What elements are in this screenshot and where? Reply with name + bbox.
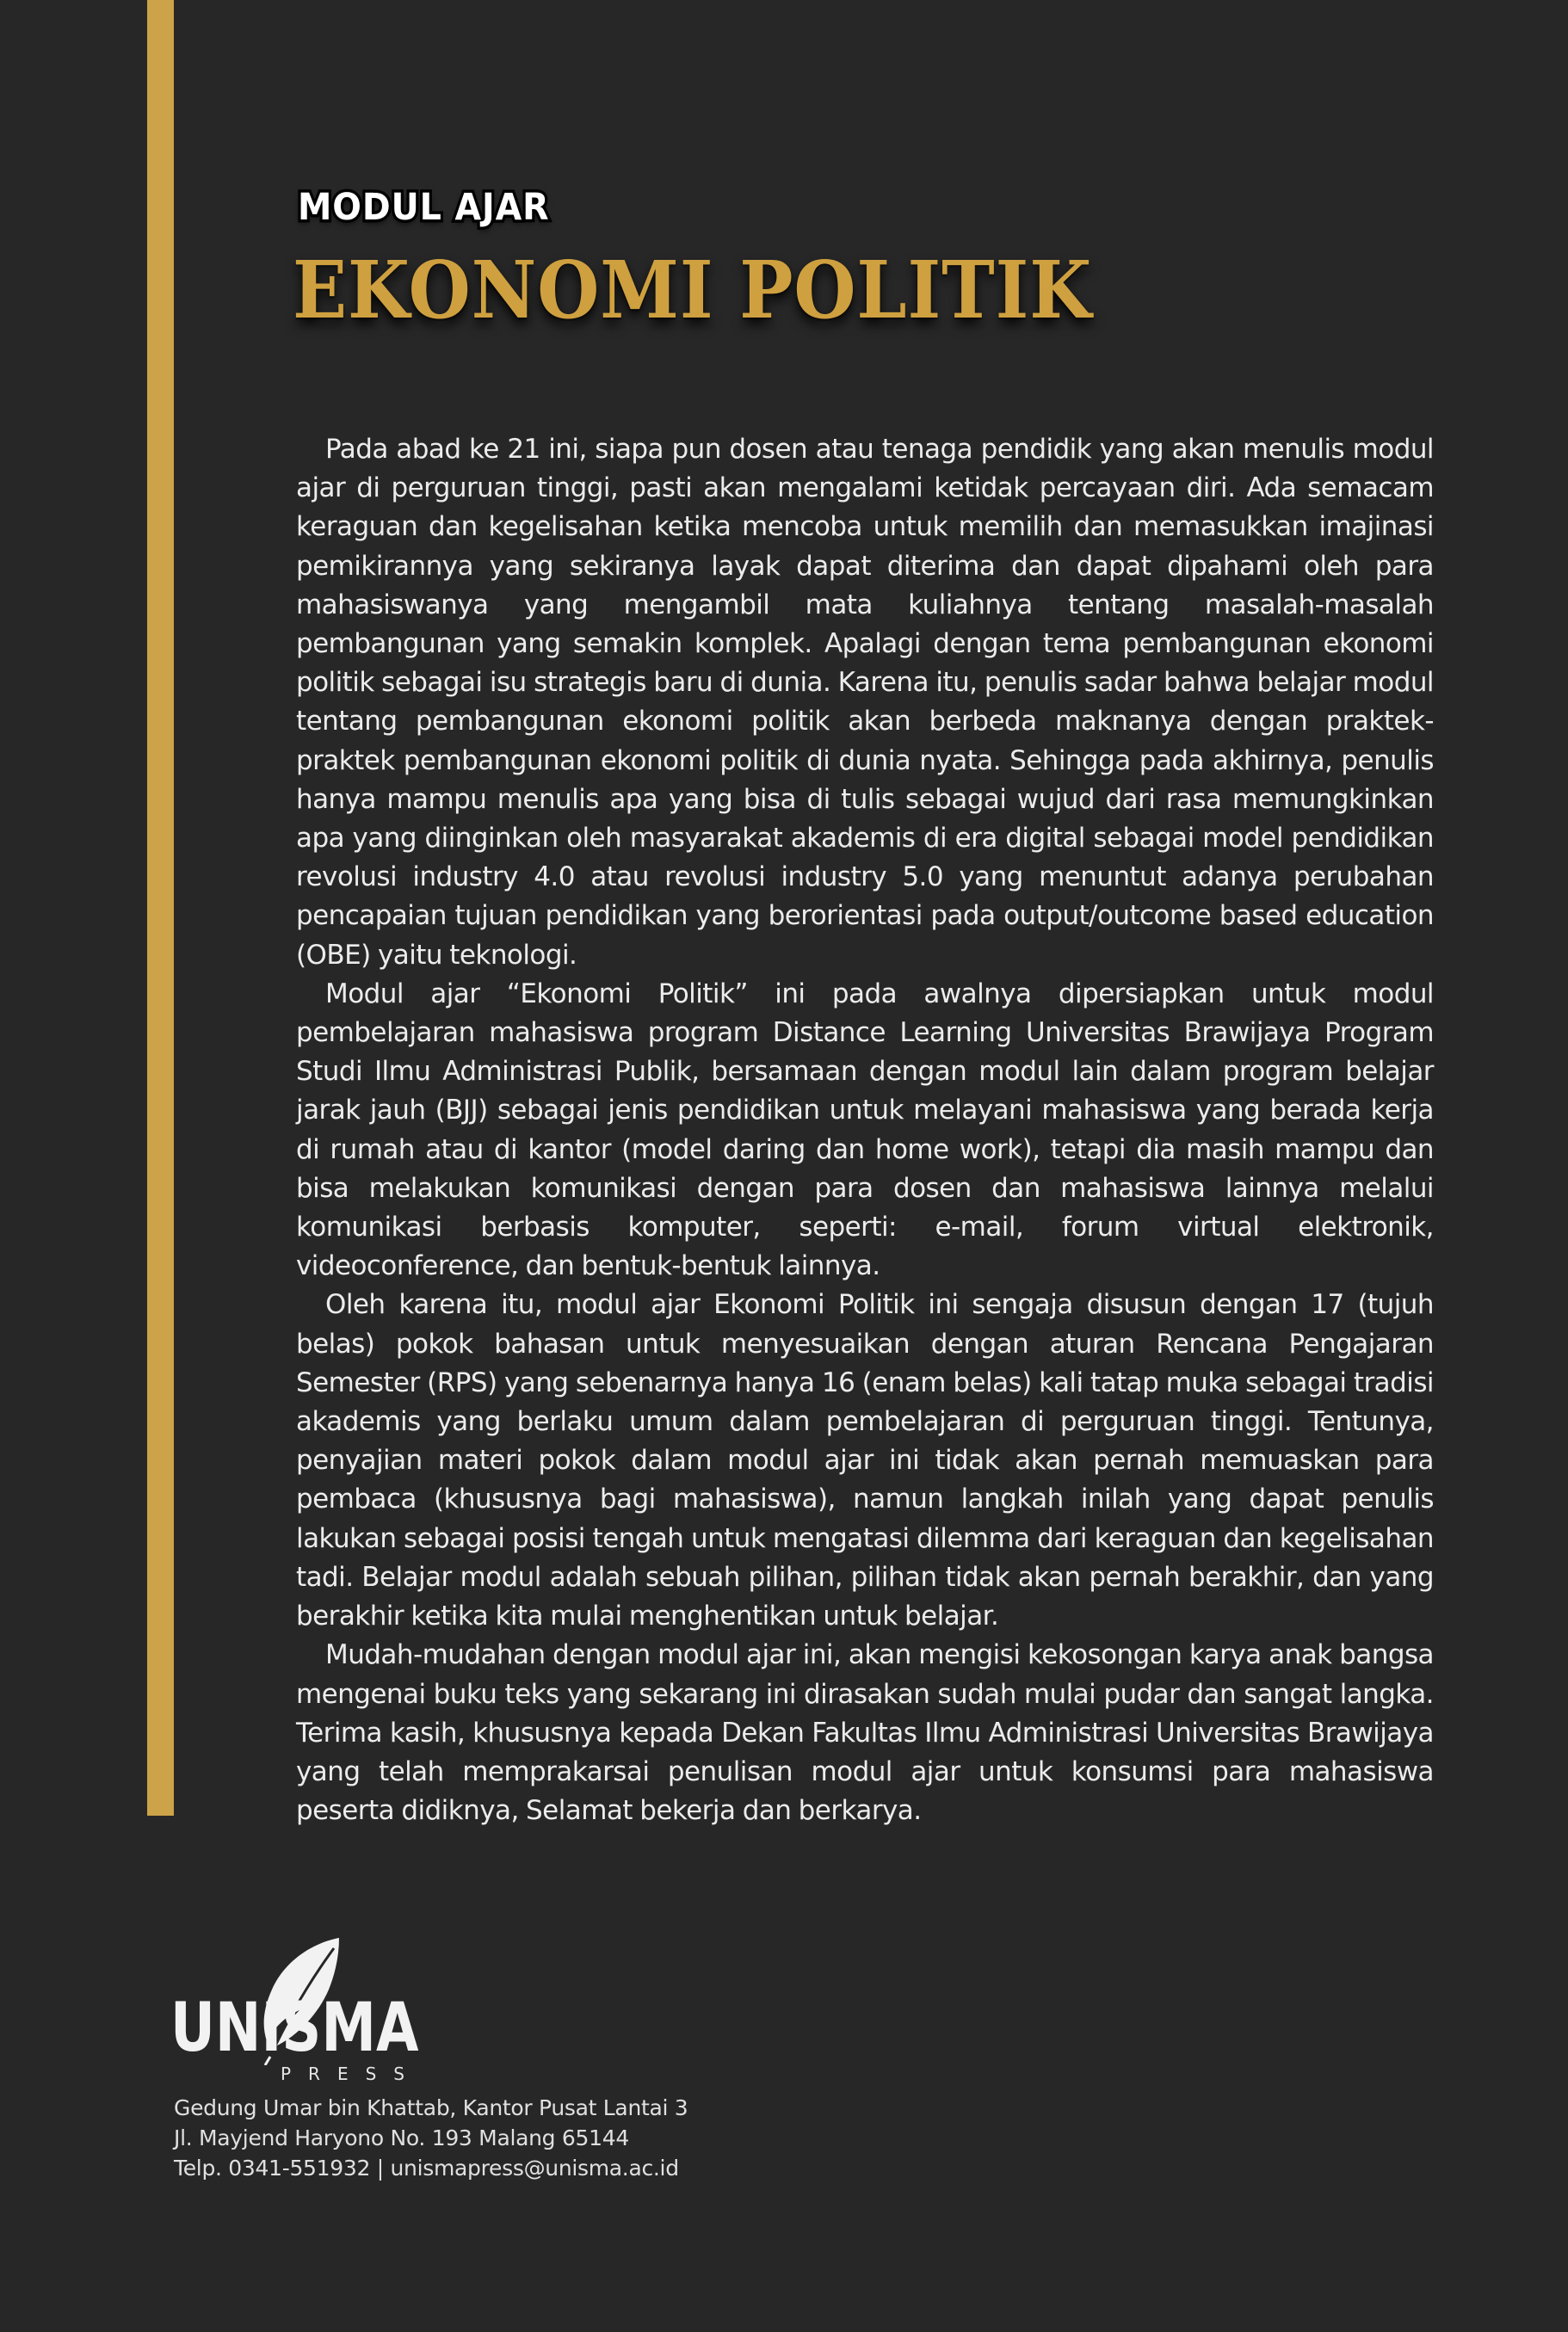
synopsis xyxy=(296,430,1434,1830)
publisher-logo xyxy=(170,1936,446,2082)
contact-line: Telp. 0341-551932 | unismapress@unisma.ac.id xyxy=(174,2156,679,2181)
synopsis-paragraph: Oleh karena itu, modul ajar Ekonomi Politik ini sengaja disusun dengan 17 (tujuh belas) pokok bahasan untuk menyesuaikan dengan aturan Rencana Pengajaran Semester (RPS) yang sebenarnya hanya 16 (enam belas) kali tatap muka sebagai tradisi akademis yang berlaku umum dalam pembelajaran di perguruan tinggi. Tentunya, penyajian materi pokok dalam modul ajar ini tidak akan pernah memuaskan para pembaca (khususnya bagi mahasiswa), namun langkah inilah yang dapat penulis lakukan sebagai posisi tengah untuk mengatasi dilemma dari keraguan dan kegelisahan tadi. Belajar modul adalah sebuah pilihan, pilihan tidak akan pernah berakhir, dan yang berakhir ketika kita mulai menghentikan untuk belajar. xyxy=(296,1289,1434,1632)
synopsis-paragraph: Modul ajar “Ekonomi Politik” ini pada awalnya dipersiapkan untuk modul pembelajaran mahasiswa program Distance Learning Universitas Brawijaya Program Studi Ilmu Administrasi Publik, bersamaan dengan modul lain dalam program belajar jarak jauh (BJJ) sebagai jenis pendidikan untuk melayani mahasiswa yang berada kerja di rumah atau di kantor (model daring dan home work), tetapi dia masih mampu dan bisa melakukan komunikasi dengan para dosen dan mahasiswa lainnya melalui komunikasi berbasis komputer, seperti: e-mail, forum virtual elektronik, videoconference, dan bentuk-bentuk lainnya. xyxy=(296,978,1434,1282)
cover-subtitle: MODUL AJAR xyxy=(298,186,550,229)
cover-title: EKONOMI POLITIK xyxy=(293,244,1093,336)
address-line: Gedung Umar bin Khattab, Kantor Pusat Lantai 3 xyxy=(174,2095,688,2120)
logo-subtext: PRESS xyxy=(281,2064,422,2084)
synopsis-paragraph: Mudah-mudahan dengan modul ajar ini, akan mengisi kekosongan karya anak bangsa mengenai buku teks yang sekarang ini dirasakan sudah mulai pudar dan sangat langka. Terima kasih, khususnya kepada Dekan Fakultas Ilmu Administrasi Universitas Brawijaya yang telah memprakarsai penulisan modul ajar untuk konsumsi para mahasiswa peserta didiknya, Selamat bekerja dan berkarya. xyxy=(296,1639,1434,1827)
logo-wordmark: UNISMA xyxy=(170,1990,419,2067)
gold-accent-bar xyxy=(147,0,174,1816)
publisher-address xyxy=(174,2093,688,2183)
address-line: Jl. Mayjend Haryono No. 193 Malang 65144 xyxy=(174,2125,629,2150)
synopsis-paragraph: Pada abad ke 21 ini, siapa pun dosen atau tenaga pendidik yang akan menulis modul ajar di perguruan tinggi, pasti akan mengalami ketidak percayaan diri. Ada semacam keraguan dan kegelisahan ketika mencoba untuk memilih dan memasukkan imajinasi pemikirannya yang sekiranya layak dapat diterima dan dapat dipahami oleh para mahasiswanya yang mengambil mata kuliahnya tentang masalah-masalah pembangunan yang semakin komplek. Apalagi dengan tema pembangunan ekonomi politik sebagai isu strategis baru di dunia. Karena itu, penulis sadar bahwa belajar modul tentang pembangunan ekonomi politik akan berbeda maknanya dengan praktek-praktek pembangunan ekonomi politik di dunia nyata. Sehingga pada akhirnya, penulis hanya mampu menulis apa yang bisa di tulis sebagai wujud dari rasa memungkinkan apa yang diinginkan oleh masyarakat akademis di era digital sebagai model pendidikan revolusi industry 4.0 atau revolusi industry 5.0 yang menuntut adanya perubahan pencapaian tujuan pendidikan yang berorientasi pada output/outcome based education (OBE) yaitu teknologi. xyxy=(296,434,1434,971)
